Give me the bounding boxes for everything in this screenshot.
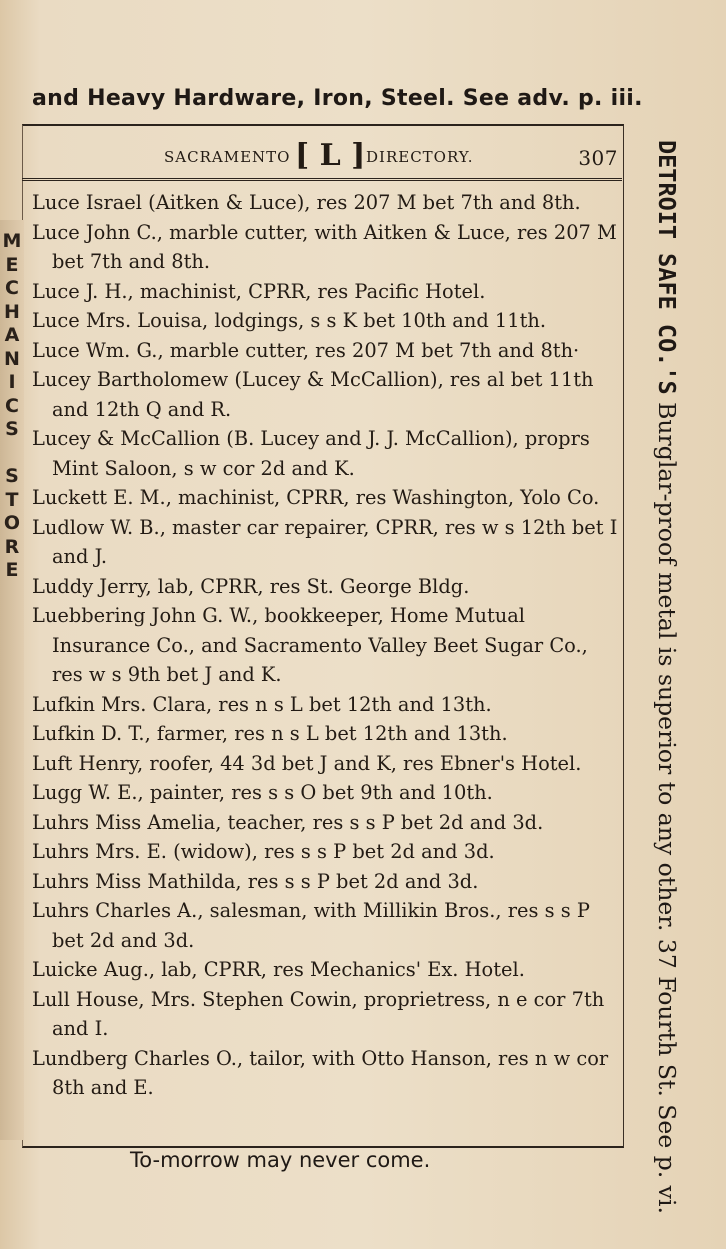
directory-entry: Lucey & McCallion (B. Lucey and J. J. McCallion), proprs Mint Saloon, s w cor 2d and K. (32, 427, 590, 480)
directory-entries (32, 188, 624, 1103)
right-margin-ad-text (653, 140, 681, 1214)
directory-entry: Lundberg Charles O., tailor, with Otto Hanson, res n w cor 8th and E. (32, 1046, 609, 1099)
running-head-city: SACRAMENTO (164, 148, 291, 166)
right-margin-ad-brand: DETROIT SAFE CO.'S (653, 140, 681, 395)
directory-entry: Luddy Jerry, lab, CPRR, res St. George Bldg. (32, 574, 470, 598)
running-head (164, 140, 620, 172)
directory-entry: Lufkin Mrs. Clara, res n s L bet 12th and 13th. (32, 692, 492, 716)
right-margin-advertisement (643, 140, 683, 1214)
directory-entry: Luebbering John G. W., bookkeeper, Home Mutual Insurance Co., and Sacramento Valley Beet Sugar Co., res w s 9th bet J and K. (32, 604, 588, 686)
directory-entry: Luhrs Charles A., salesman, with Millikin Bros., res s s P bet 2d and 3d. (32, 899, 590, 952)
directory-entry: Luce John C., marble cutter, with Aitken & Luce, res 207 M bet 7th and 8th. (32, 220, 617, 273)
bottom-motto: To-morrow may never come. (130, 1148, 431, 1172)
directory-entry: Luce J. H., machinist, CPRR, res Pacific Hotel. (32, 279, 486, 303)
directory-entry: Luce Wm. G., marble cutter, res 207 M bet 7th and 8th· (32, 338, 580, 362)
directory-entry: Luft Henry, roofer, 44 3d bet J and K, res Ebner's Hotel. (32, 751, 582, 775)
directory-entry: Luhrs Miss Mathilda, res s s P bet 2d and 3d. (32, 869, 479, 893)
left-margin-advertisement: M E C H A N I C S S T O R E (2, 230, 22, 581)
directory-entry: Luce Mrs. Louisa, lodgings, s s K bet 10th and 11th. (32, 309, 547, 332)
right-margin-ad-slogan: Burglar-proof metal is superior to any other. 37 Fourth St. See p. vi. (653, 394, 681, 1214)
running-head-directory: DIRECTORY. (366, 148, 474, 166)
directory-entry: Luhrs Miss Amelia, teacher, res s s P bet 2d and 3d. (32, 810, 544, 834)
running-head-letter: [ L ] (295, 138, 366, 173)
directory-entry: Luicke Aug., lab, CPRR, res Mechanics' Ex. Hotel. (32, 958, 525, 981)
page-number: 307 (578, 146, 618, 170)
header-rule (22, 178, 622, 181)
directory-entry: Lucey Bartholomew (Lucey & McCallion), res al bet 11th and 12th Q and R. (32, 368, 594, 421)
directory-entry: Lull House, Mrs. Stephen Cowin, proprietress, n e cor 7th and I. (32, 987, 605, 1040)
directory-entry: Lugg W. E., painter, res s s O bet 9th and 10th. (32, 781, 493, 804)
directory-entry: Luhrs Mrs. E. (widow), res s s P bet 2d and 3d. (32, 840, 495, 863)
directory-entry: Luckett E. M., machinist, CPRR, res Washington, Yolo Co. (32, 486, 600, 509)
directory-entry: Ludlow W. B., master car repairer, CPRR, res w s 12th bet I and J. (32, 515, 618, 568)
directory-entry: Luce Israel (Aitken & Luce), res 207 M bet 7th and 8th. (32, 191, 581, 214)
directory-entry: Lufkin D. T., farmer, res n s L bet 12th and 13th. (32, 722, 508, 745)
top-advertisement: and Heavy Hardware, Iron, Steel. See adv. p. iii. (32, 86, 643, 111)
